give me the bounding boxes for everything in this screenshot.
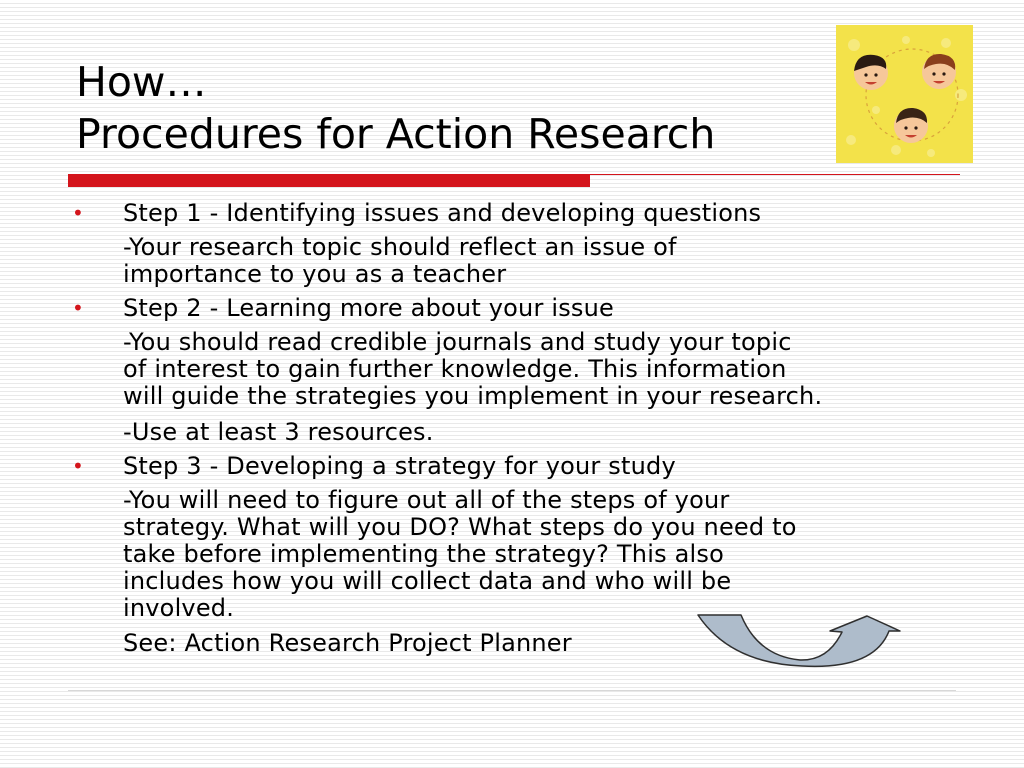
title-divider-thick [68, 174, 590, 187]
step-2-heading: Step 2 - Learning more about your issue [123, 294, 614, 322]
step-3-heading: Step 3 - Developing a strategy for your study [123, 452, 676, 480]
bullet-icon: • [72, 201, 84, 225]
title-line-1: How… [76, 58, 207, 106]
step-3-detail-line: involved. [123, 594, 235, 622]
planner-reference-text: See: Action Research Project Planner [123, 629, 572, 657]
bullet-icon: • [72, 454, 84, 478]
step-2-detail [123, 329, 953, 410]
bullet-icon: • [72, 296, 84, 320]
step-2-resources-note [123, 419, 953, 446]
step-1-detail-line: -Your research topic should reflect an issue of [123, 233, 677, 261]
step-1-heading: Step 1 - Identifying issues and developing questions [123, 199, 762, 227]
step-3-detail-line: includes how you will collect data and who will be [123, 567, 732, 595]
step-2-detail-line: -You should read credible journals and study your topic [123, 328, 792, 356]
step-3-detail [123, 487, 953, 622]
people-faces-clipart-icon [836, 25, 973, 163]
step-3-detail-line: -You will need to figure out all of the steps of your [123, 486, 730, 514]
title-line-2: Procedures for Action Research [76, 110, 716, 158]
step-2-resources-line: -Use at least 3 resources. [123, 418, 434, 446]
title-divider-thin [590, 174, 960, 175]
step-1-detail-line: importance to you as a teacher [123, 260, 507, 288]
step-2-detail-line: will guide the strategies you implement in your research. [123, 382, 823, 410]
slide-title [76, 56, 836, 160]
step-3-detail-line: strategy. What will you DO? What steps do you need to [123, 513, 797, 541]
footer-divider [68, 690, 956, 691]
step-1-detail [123, 234, 953, 288]
step-2-detail-line: of interest to gain further knowledge. This information [123, 355, 787, 383]
step-3-detail-line: take before implementing the strategy? This also [123, 540, 724, 568]
curved-arrow-icon [696, 610, 906, 670]
